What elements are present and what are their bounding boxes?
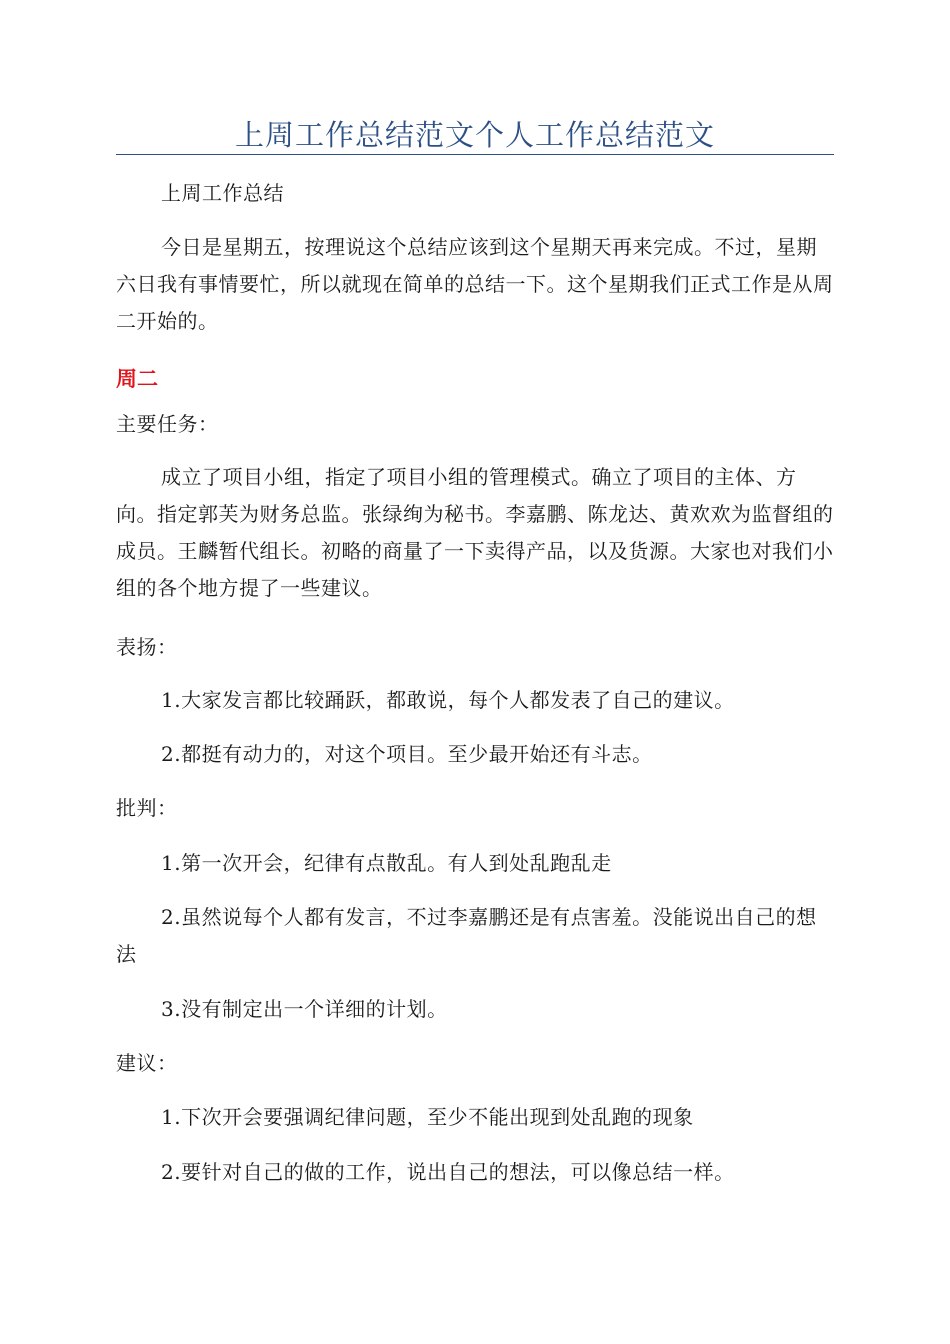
- critique-item-1: 1.第一次开会，纪律有点散乱。有人到处乱跑乱走: [161, 851, 612, 875]
- suggest-item-1: 1.下次开会要强调纪律问题，至少不能出现到处乱跑的现象: [161, 1105, 694, 1129]
- critique-item-3: 3.没有制定出一个详细的计划。: [161, 997, 448, 1021]
- intro-paragraph: 今日是星期五，按理说这个总结应该到这个星期天再来完成。不过，星期六日我有事情要忙，所以就现在简单的总结一下。这个星期我们正式工作是从周二开始的。: [116, 235, 834, 333]
- suggest-label: 建议：: [116, 1051, 178, 1075]
- praise-label: 表扬：: [116, 635, 178, 659]
- critique-item-2: 2.虽然说每个人都有发言，不过李嘉鹏还是有点害羞。没能说出自己的想法: [116, 905, 817, 966]
- title-underline: [116, 154, 834, 155]
- critique-label: 批判：: [116, 796, 178, 820]
- document-title: 上周工作总结范文个人工作总结范文: [234, 118, 715, 152]
- main-task-paragraph: 成立了项目小组，指定了项目小组的管理模式。确立了项目的主体、方向。指定郭芙为财务总监。张绿绚为秘书。李嘉鹏、陈龙达、黄欢欢为监督组的成员。王麟暂代组长。初略的商量了一下卖得产品，以及货源。大家也对我们小组的各个地方提了一些建议。: [116, 465, 834, 600]
- main-task-label: 主要任务：: [116, 412, 219, 436]
- praise-item-1: 1.大家发言都比较踊跃，都敢说，每个人都发表了自己的建议。: [161, 688, 735, 712]
- suggest-item-2: 2.要针对自己的做的工作，说出自己的想法，可以像总结一样。: [161, 1160, 735, 1184]
- section-heading: 周二: [116, 367, 158, 391]
- praise-item-2: 2.都挺有动力的，对这个项目。至少最开始还有斗志。: [161, 742, 653, 766]
- subtitle: 上周工作总结: [161, 181, 284, 205]
